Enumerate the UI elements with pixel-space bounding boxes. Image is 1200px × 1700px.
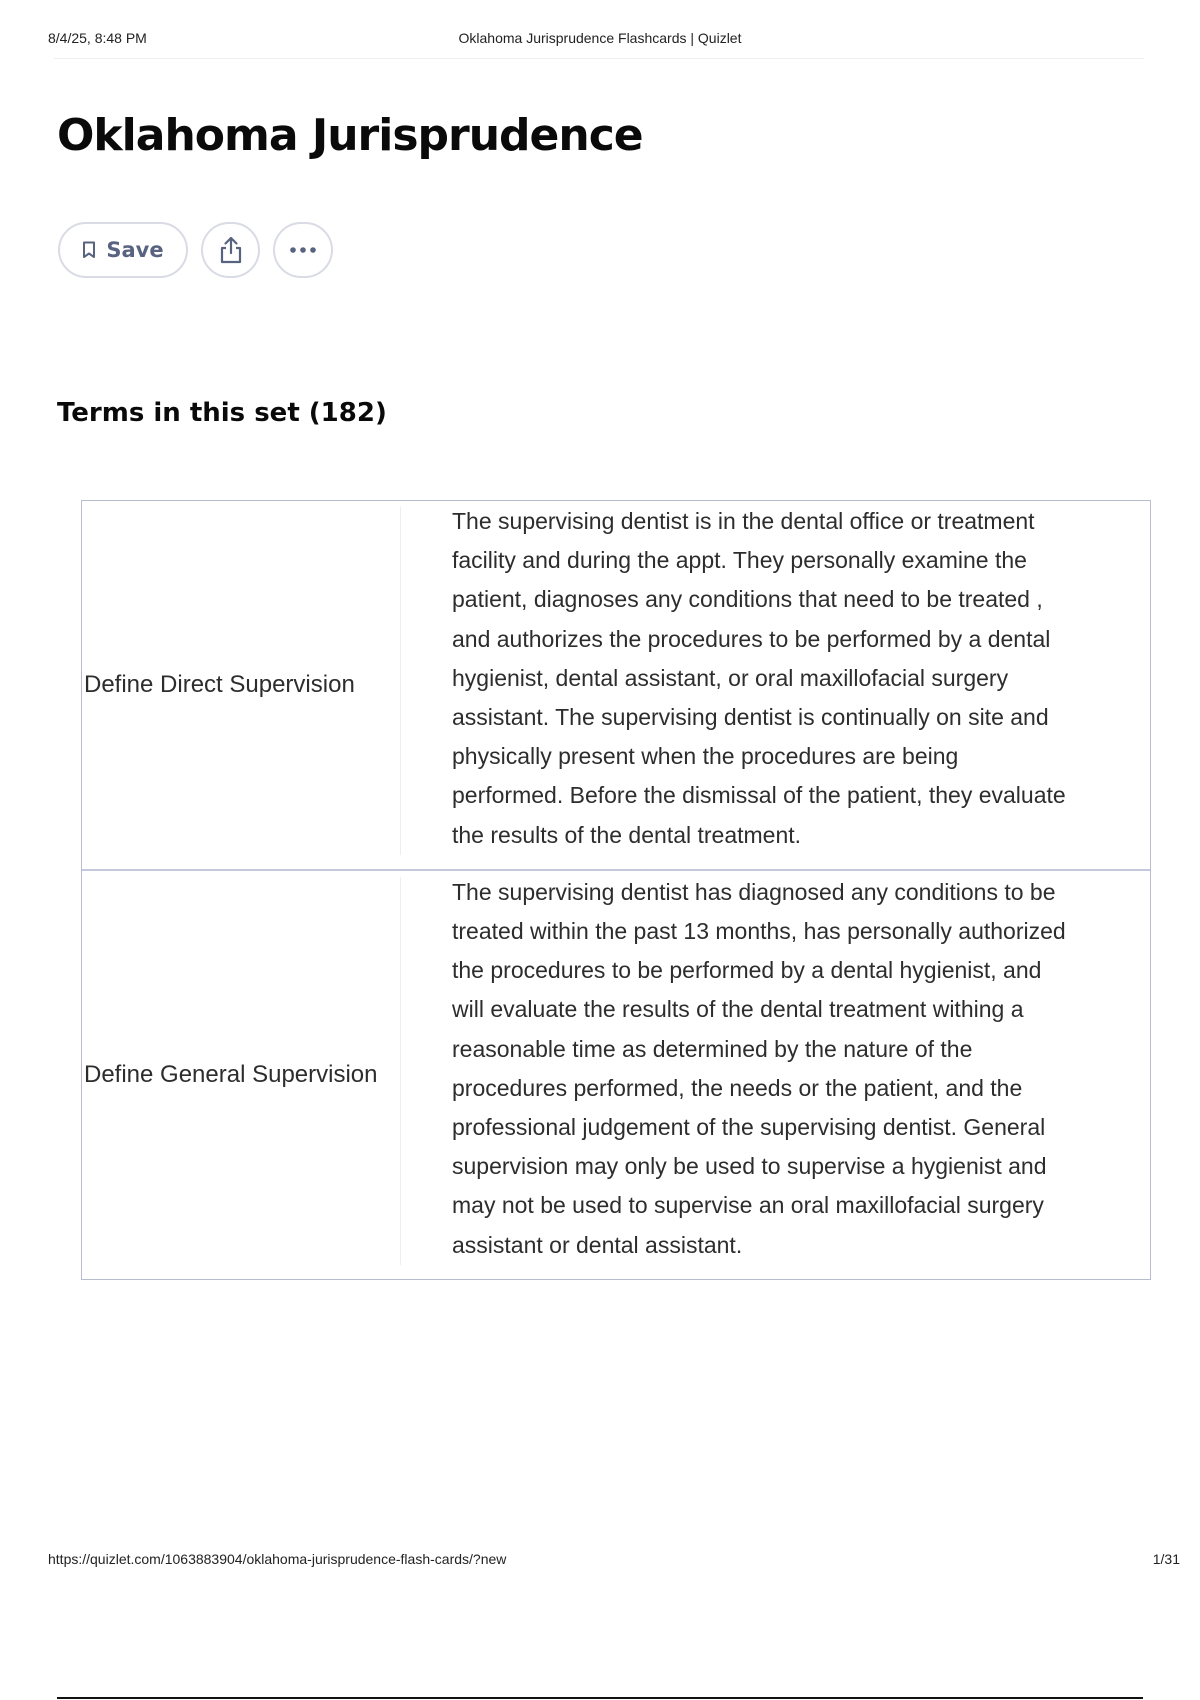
more-options-button[interactable]: [273, 222, 333, 278]
share-button[interactable]: [201, 222, 260, 278]
definition-text: The supervising dentist is in the dental office or treatment facility and during the appt. They personally examine the patient, diagnoses any conditions that need to be treated , and authorizes the procedures to be performed by a dental hygienist, dental assistant, or oral maxillofacial surgery assistant. The supervising dentist is continually on site and physically present when the procedures are being performed. Before the dismissal of the patient, they evaluate the results of the dental treatment.: [452, 508, 1066, 848]
print-document-title: Oklahoma Jurisprudence Flashcards | Quizlet: [458, 30, 742, 46]
print-date: 8/4/25, 8:48 PM: [48, 30, 147, 46]
bottom-divider: [57, 1697, 1143, 1699]
column-divider: [400, 877, 401, 1265]
bookmark-icon: [82, 241, 96, 259]
print-header: [48, 30, 1152, 50]
save-button[interactable]: [58, 222, 188, 278]
more-horizontal-icon: [289, 246, 317, 254]
terms-heading: Terms in this set (182): [57, 398, 387, 428]
print-footer: [48, 1551, 1180, 1571]
share-icon: [218, 235, 244, 265]
header-divider: [54, 58, 1144, 59]
save-button-label: Save: [106, 238, 164, 262]
term-row: [82, 871, 1150, 1279]
page-number: 1/31: [1152, 1551, 1180, 1567]
terms-table: [81, 500, 1151, 1280]
column-divider: [400, 507, 401, 855]
term-text: Define Direct Supervision: [84, 671, 355, 699]
term-text: Define General Supervision: [84, 1061, 378, 1089]
term-row: [82, 501, 1150, 871]
page-title: Oklahoma Jurisprudence: [57, 110, 643, 161]
definition-text: The supervising dentist has diagnosed any conditions to be treated within the past 13 months, has personally authorized the procedures to be performed by a dental hygienist, and will evaluate the results of the dental treatment withing a reasonable time as determined by the nature of the procedures performed, the needs or the patient, and the professional judgement of the supervising dentist. General supervision may only be used to supervise a hygienist and may not be used to supervise an oral maxillofacial surgery assistant or dental assistant.: [452, 878, 1066, 1258]
page-url[interactable]: https://quizlet.com/1063883904/oklahoma-jurisprudence-flash-cards/?new: [48, 1551, 507, 1567]
